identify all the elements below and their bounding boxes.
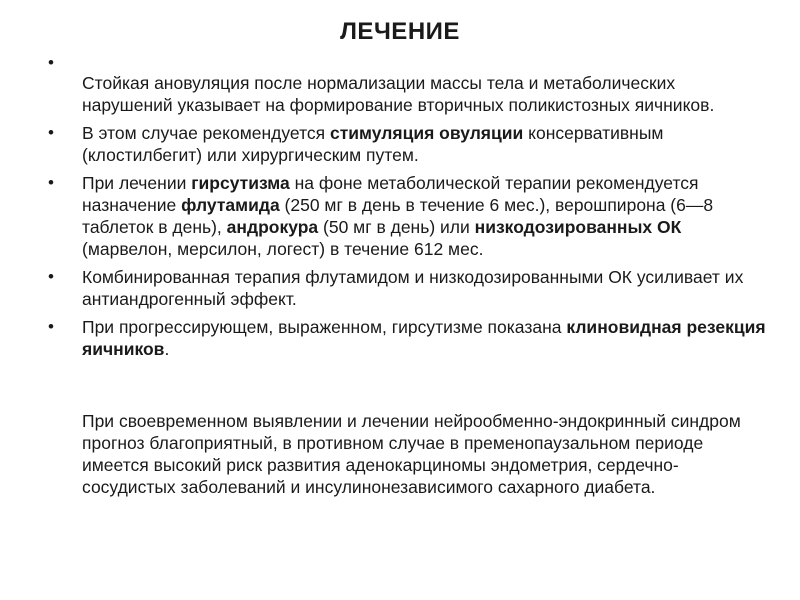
prognosis-paragraph: При своевременном выявлении и лечении нейрообменно-эндокринный синдром прогноз благоприятный, в противном случае в пременопаузальном периоде имеется высокий риск развития аденокарциномы эндометрия, сердечно-сосудистых заболеваний и инсулинонезависимого сахарного диабета. <box>82 411 741 497</box>
bold-term: гирсутизма <box>191 173 290 193</box>
text-segment: . <box>164 339 170 359</box>
text-segment: (марвелон, мерсилон, логест) в течение 612 мес. <box>82 239 484 259</box>
bullet-list <box>48 53 768 366</box>
combined-therapy-text: Комбинированная терапия флутамидом и низкодозированными ОК усиливает их антиандрогенный эффект. <box>82 267 744 309</box>
bold-term: андрокура <box>226 217 319 237</box>
list-item-wedge-resection <box>48 316 768 360</box>
list-item-hirsutism-treatment <box>48 172 768 260</box>
bold-term: стимуляция овуляции <box>329 123 524 143</box>
bold-term: флутамида <box>181 195 280 215</box>
list-item-empty <box>48 53 768 72</box>
text-segment: В этом случае рекомендуется <box>82 123 330 143</box>
list-item-anovulation <box>48 72 768 116</box>
anovulation-text: Стойкая ановуляция после нормализации массы тела и метаболических нарушений указывает на формирование вторичных поликистозных яичников. <box>82 73 715 115</box>
bullet-dot: • <box>48 173 54 192</box>
bold-term: низкодозированных ОК <box>474 217 682 237</box>
bold-term: клиновидная резекция яичников <box>82 317 766 359</box>
list-item-combined-therapy <box>48 266 768 310</box>
bullet-dot: • <box>48 317 54 336</box>
text-segment: (250 мг в день в течение 6 мес.), верошпирона (6—8 таблеток в день), <box>82 195 714 237</box>
bullet-dot: • <box>48 267 54 286</box>
text-segment: При лечении <box>82 173 192 193</box>
list-item-ovulation-stimulation <box>48 122 768 166</box>
bullet-dot: • <box>48 53 54 72</box>
text-segment: на фоне метаболической терапии рекомендуется назначение <box>82 173 699 215</box>
text-segment: консервативным (клостилбегит) или хирургическим путем. <box>82 123 664 165</box>
text-segment: При прогрессирующем, выраженном, гирсутизме показана <box>82 317 567 337</box>
slide-title: ЛЕЧЕНИЕ <box>340 18 460 45</box>
text-segment: (50 мг в день) или <box>318 217 475 237</box>
bullet-dot: • <box>48 123 54 142</box>
